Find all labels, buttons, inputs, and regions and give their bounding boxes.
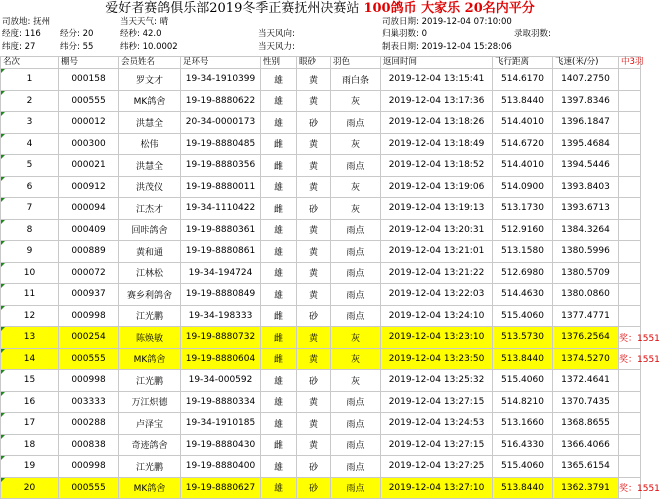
loft-cell: 000912: [59, 176, 119, 198]
eye-cell: 黄: [297, 434, 331, 456]
table-row: [1, 176, 641, 198]
color-cell: 雨点: [331, 262, 381, 284]
col-speed: 飞速(米/分): [553, 57, 619, 69]
ring-cell: 19-19-8880485: [181, 133, 261, 155]
speed-cell: 1366.4066: [553, 434, 619, 456]
distance-cell: 514.0900: [493, 176, 553, 198]
rank-cell: 9: [1, 241, 59, 263]
table-row: [1, 219, 641, 241]
col-distance: 飞行距离: [493, 57, 553, 69]
time-cell: 2019-12-04 13:23:50: [381, 348, 493, 370]
table-row: [1, 477, 641, 499]
col-rank: 名次: [1, 57, 59, 69]
distance-cell: 513.8440: [493, 348, 553, 370]
speed-cell: 1370.7435: [553, 391, 619, 413]
name-cell: 陈焕敏: [119, 327, 181, 349]
color-cell: 雨点: [331, 477, 381, 499]
wind-direction: 当天风向:: [258, 29, 295, 39]
distance-cell: 513.8440: [493, 90, 553, 112]
time-cell: 2019-12-04 13:15:41: [381, 69, 493, 91]
speed-cell: 1377.4771: [553, 305, 619, 327]
loft-cell: 000998: [59, 305, 119, 327]
sex-cell: 雄: [261, 176, 297, 198]
distance-cell: 514.4010: [493, 155, 553, 177]
ring-cell: 19-19-8880356: [181, 155, 261, 177]
color-cell: 雨点: [331, 305, 381, 327]
eye-cell: 砂: [297, 477, 331, 499]
loft-cell: 000021: [59, 155, 119, 177]
sex-cell: 雄: [261, 284, 297, 306]
sex-cell: 雌: [261, 155, 297, 177]
speed-cell: 1374.5270: [553, 348, 619, 370]
table-row: [1, 284, 641, 306]
ring-cell: 19-19-8880361: [181, 219, 261, 241]
distance-cell: 512.6980: [493, 262, 553, 284]
prize-note: [619, 90, 641, 112]
eye-cell: 黄: [297, 155, 331, 177]
eye-cell: 黄: [297, 241, 331, 263]
col-time: 返回时间: [381, 57, 493, 69]
sex-cell: 雌: [261, 348, 297, 370]
col-ring: 足环号: [181, 57, 261, 69]
distance-cell: 513.1730: [493, 198, 553, 220]
ring-cell: 19-19-8880627: [181, 477, 261, 499]
name-cell: 松伟: [119, 133, 181, 155]
speed-cell: 1380.5996: [553, 241, 619, 263]
sheet-title: [0, 0, 640, 17]
table-row: [1, 305, 641, 327]
rank-cell: 8: [1, 219, 59, 241]
ring-cell: 19-19-8880849: [181, 284, 261, 306]
loft-cell: 000094: [59, 198, 119, 220]
ring-cell: 19-34-194724: [181, 262, 261, 284]
color-cell: 雨点: [331, 391, 381, 413]
speed-cell: 1395.4684: [553, 133, 619, 155]
release-site: 司放地: 抚州: [2, 17, 51, 27]
results-table: [0, 56, 660, 499]
sex-cell: 雌: [261, 198, 297, 220]
color-cell: 雨点: [331, 155, 381, 177]
time-cell: 2019-12-04 13:27:10: [381, 477, 493, 499]
return-count: 归巢羽数: 0: [382, 29, 427, 39]
sex-cell: 雄: [261, 112, 297, 134]
sex-cell: 雌: [261, 434, 297, 456]
distance-cell: 515.4060: [493, 370, 553, 392]
rank-cell: 12: [1, 305, 59, 327]
time-cell: 2019-12-04 13:20:31: [381, 219, 493, 241]
latitude-deg: 纬度: 27: [2, 42, 36, 52]
prize-note: 奖：1551: [619, 348, 641, 370]
name-cell: MK鸽舍: [119, 90, 181, 112]
eye-cell: 黄: [297, 90, 331, 112]
table-row: [1, 112, 641, 134]
eye-cell: 砂: [297, 305, 331, 327]
rank-cell: 11: [1, 284, 59, 306]
prize-note: [619, 305, 641, 327]
distance-cell: 513.1660: [493, 413, 553, 435]
color-cell: 雨点: [331, 456, 381, 478]
color-cell: 雨点: [331, 241, 381, 263]
color-cell: 雨点: [331, 112, 381, 134]
ring-cell: 19-19-8880604: [181, 348, 261, 370]
rank-cell: 7: [1, 198, 59, 220]
distance-cell: 515.4060: [493, 305, 553, 327]
rank-cell: 1: [1, 69, 59, 91]
sex-cell: 雄: [261, 219, 297, 241]
ring-cell: 19-34-1910399: [181, 69, 261, 91]
rank-cell: 3: [1, 112, 59, 134]
time-cell: 2019-12-04 13:27:15: [381, 391, 493, 413]
color-cell: 灰: [331, 370, 381, 392]
eye-cell: 砂: [297, 198, 331, 220]
table-row: [1, 370, 641, 392]
ring-cell: 19-19-8880861: [181, 241, 261, 263]
color-cell: 灰: [331, 176, 381, 198]
table-row: [1, 262, 641, 284]
ring-cell: 19-19-8880732: [181, 327, 261, 349]
eye-cell: 黄: [297, 327, 331, 349]
color-cell: 雨点: [331, 219, 381, 241]
eye-cell: 黄: [297, 348, 331, 370]
rank-cell: 14: [1, 348, 59, 370]
speed-cell: 1393.6713: [553, 198, 619, 220]
speed-cell: 1394.5446: [553, 155, 619, 177]
name-cell: 洪慧全: [119, 112, 181, 134]
speed-cell: 1380.0860: [553, 284, 619, 306]
name-cell: 洪慧全: [119, 155, 181, 177]
prize-note: [619, 391, 641, 413]
time-cell: 2019-12-04 13:22:03: [381, 284, 493, 306]
rank-cell: 16: [1, 391, 59, 413]
speed-cell: 1362.3791: [553, 477, 619, 499]
color-cell: 灰: [331, 348, 381, 370]
rank-cell: 10: [1, 262, 59, 284]
distance-cell: 514.8210: [493, 391, 553, 413]
prize-note: [619, 284, 641, 306]
time-cell: 2019-12-04 13:18:26: [381, 112, 493, 134]
loft-cell: 000254: [59, 327, 119, 349]
longitude-deg: 经度: 116: [2, 29, 41, 39]
sex-cell: 雄: [261, 413, 297, 435]
name-cell: MK鸽舍: [119, 348, 181, 370]
time-cell: 2019-12-04 13:27:25: [381, 456, 493, 478]
eye-cell: 黄: [297, 391, 331, 413]
time-cell: 2019-12-04 13:18:52: [381, 155, 493, 177]
prize-note: [619, 413, 641, 435]
name-cell: 回咔鸽舍: [119, 219, 181, 241]
speed-cell: 1407.2750: [553, 69, 619, 91]
title-prize: 100鸽币 大家乐 20名内平分: [363, 1, 535, 16]
speed-cell: 1380.5709: [553, 262, 619, 284]
name-cell: 罗文才: [119, 69, 181, 91]
ring-cell: 19-34-198333: [181, 305, 261, 327]
speed-cell: 1396.1847: [553, 112, 619, 134]
ring-cell: 20-34-0000173: [181, 112, 261, 134]
eye-cell: 黄: [297, 219, 331, 241]
ring-cell: 19-34-000592: [181, 370, 261, 392]
time-cell: 2019-12-04 13:23:10: [381, 327, 493, 349]
longitude-sec: 经秒: 42.0: [120, 29, 162, 39]
loft-cell: 000555: [59, 477, 119, 499]
color-cell: 雨点: [331, 284, 381, 306]
sex-cell: 雌: [261, 133, 297, 155]
eye-cell: 黄: [297, 413, 331, 435]
sex-cell: 雄: [261, 241, 297, 263]
rank-cell: 17: [1, 413, 59, 435]
name-cell: 江杰才: [119, 198, 181, 220]
rank-cell: 4: [1, 133, 59, 155]
sex-cell: 雄: [261, 391, 297, 413]
speed-cell: 1397.8346: [553, 90, 619, 112]
time-cell: 2019-12-04 13:21:22: [381, 262, 493, 284]
header-note: 中3羽: [619, 57, 641, 69]
loft-cell: 000012: [59, 112, 119, 134]
loft-cell: 000288: [59, 413, 119, 435]
ring-cell: 19-19-8880011: [181, 176, 261, 198]
table-row: [1, 413, 641, 435]
header-row: [1, 57, 641, 69]
table-date: 制表日期: 2019-12-04 15:28:06: [382, 42, 512, 52]
color-cell: 雨白条: [331, 69, 381, 91]
table-row: [1, 133, 641, 155]
table-row: [1, 155, 641, 177]
prize-note: [619, 198, 641, 220]
prize-note: [619, 133, 641, 155]
sex-cell: 雄: [261, 456, 297, 478]
eye-cell: 黄: [297, 262, 331, 284]
color-cell: 灰: [331, 133, 381, 155]
loft-cell: 000072: [59, 262, 119, 284]
sex-cell: 雄: [261, 477, 297, 499]
eye-cell: 黄: [297, 69, 331, 91]
name-cell: 江林松: [119, 262, 181, 284]
ring-cell: 19-19-8880430: [181, 434, 261, 456]
rank-cell: 15: [1, 370, 59, 392]
loft-cell: 000409: [59, 219, 119, 241]
release-date: 司放日期: 2019-12-04 07:10:00: [382, 17, 512, 27]
speed-cell: 1376.2564: [553, 327, 619, 349]
record-count: 录取羽数:: [514, 29, 551, 39]
name-cell: MK鸽舍: [119, 477, 181, 499]
loft-cell: 000889: [59, 241, 119, 263]
sex-cell: 雄: [261, 90, 297, 112]
distance-cell: 512.9160: [493, 219, 553, 241]
loft-cell: 000998: [59, 370, 119, 392]
color-cell: 雨点: [331, 434, 381, 456]
name-cell: 卢泽宝: [119, 413, 181, 435]
prize-note: 奖：1551: [619, 327, 641, 349]
latitude-min: 纬分: 55: [60, 42, 94, 52]
latitude-sec: 纬秒: 10.0002: [120, 42, 178, 52]
distance-cell: 514.4010: [493, 112, 553, 134]
col-eye: 眼砂: [297, 57, 331, 69]
name-cell: 万江炽德: [119, 391, 181, 413]
distance-cell: 514.4630: [493, 284, 553, 306]
name-cell: 江光鹏: [119, 370, 181, 392]
sex-cell: 雄: [261, 69, 297, 91]
title-main: 爱好者赛鸽俱乐部2019冬季正赛抚州决赛站: [105, 1, 364, 16]
distance-cell: 513.8440: [493, 477, 553, 499]
rank-cell: 6: [1, 176, 59, 198]
ring-cell: 19-34-1910185: [181, 413, 261, 435]
col-color: 羽色: [331, 57, 381, 69]
prize-note: [619, 456, 641, 478]
loft-cell: 000937: [59, 284, 119, 306]
table-row: [1, 348, 641, 370]
table-row: [1, 69, 641, 91]
eye-cell: 黄: [297, 284, 331, 306]
color-cell: 雨点: [331, 413, 381, 435]
sex-cell: 雄: [261, 370, 297, 392]
prize-note: [619, 69, 641, 91]
time-cell: 2019-12-04 13:25:32: [381, 370, 493, 392]
eye-cell: 砂: [297, 370, 331, 392]
rank-cell: 18: [1, 434, 59, 456]
distance-cell: 513.1580: [493, 241, 553, 263]
prize-note: [619, 370, 641, 392]
prize-note: [619, 434, 641, 456]
wind-force: 当天风力:: [258, 42, 295, 52]
prize-note: [619, 262, 641, 284]
speed-cell: 1393.8403: [553, 176, 619, 198]
eye-cell: 黄: [297, 133, 331, 155]
color-cell: 灰: [331, 327, 381, 349]
speed-cell: 1372.4641: [553, 370, 619, 392]
sex-cell: 雄: [261, 262, 297, 284]
rank-cell: 2: [1, 90, 59, 112]
time-cell: 2019-12-04 13:17:36: [381, 90, 493, 112]
time-cell: 2019-12-04 13:19:13: [381, 198, 493, 220]
loft-cell: 000998: [59, 456, 119, 478]
prize-note: [619, 219, 641, 241]
time-cell: 2019-12-04 13:24:53: [381, 413, 493, 435]
distance-cell: 514.6720: [493, 133, 553, 155]
ring-cell: 19-19-8880622: [181, 90, 261, 112]
time-cell: 2019-12-04 13:19:06: [381, 176, 493, 198]
speed-cell: 1368.8655: [553, 413, 619, 435]
table-row: [1, 198, 641, 220]
col-name: 会员姓名: [119, 57, 181, 69]
table-row: [1, 327, 641, 349]
ring-cell: 19-19-8880334: [181, 391, 261, 413]
rank-cell: 5: [1, 155, 59, 177]
table-row: [1, 391, 641, 413]
weather: 当天天气: 晴: [120, 17, 169, 27]
time-cell: 2019-12-04 13:24:10: [381, 305, 493, 327]
col-loft: 棚号: [59, 57, 119, 69]
name-cell: 黄和通: [119, 241, 181, 263]
prize-note: [619, 112, 641, 134]
prize-note: [619, 155, 641, 177]
table-row: [1, 434, 641, 456]
rank-cell: 20: [1, 477, 59, 499]
color-cell: 灰: [331, 198, 381, 220]
ring-cell: 19-19-8880400: [181, 456, 261, 478]
loft-cell: 000555: [59, 348, 119, 370]
time-cell: 2019-12-04 13:27:15: [381, 434, 493, 456]
loft-cell: 000555: [59, 90, 119, 112]
eye-cell: 砂: [297, 456, 331, 478]
name-cell: 赛乡利鸽舍: [119, 284, 181, 306]
distance-cell: 514.6170: [493, 69, 553, 91]
longitude-min: 经分: 20: [60, 29, 94, 39]
loft-cell: 003333: [59, 391, 119, 413]
prize-note: [619, 241, 641, 263]
table-row: [1, 90, 641, 112]
speed-cell: 1384.3264: [553, 219, 619, 241]
prize-note: 奖：1551: [619, 477, 641, 499]
distance-cell: 515.4060: [493, 456, 553, 478]
ring-cell: 19-34-1110422: [181, 198, 261, 220]
prize-note: [619, 176, 641, 198]
table-row: [1, 456, 641, 478]
speed-cell: 1365.6154: [553, 456, 619, 478]
distance-cell: 516.4330: [493, 434, 553, 456]
distance-cell: 513.5730: [493, 327, 553, 349]
sex-cell: 雌: [261, 327, 297, 349]
eye-cell: 砂: [297, 112, 331, 134]
name-cell: 奇迹鸽舍: [119, 434, 181, 456]
name-cell: 洪茂仪: [119, 176, 181, 198]
sex-cell: 雌: [261, 305, 297, 327]
name-cell: 江光鹏: [119, 305, 181, 327]
loft-cell: 000158: [59, 69, 119, 91]
loft-cell: 000300: [59, 133, 119, 155]
eye-cell: 黄: [297, 176, 331, 198]
rank-cell: 19: [1, 456, 59, 478]
col-sex: 性别: [261, 57, 297, 69]
loft-cell: 000838: [59, 434, 119, 456]
time-cell: 2019-12-04 13:18:49: [381, 133, 493, 155]
table-row: [1, 241, 641, 263]
rank-cell: 13: [1, 327, 59, 349]
time-cell: 2019-12-04 13:21:01: [381, 241, 493, 263]
name-cell: 江光鹏: [119, 456, 181, 478]
color-cell: 灰: [331, 90, 381, 112]
